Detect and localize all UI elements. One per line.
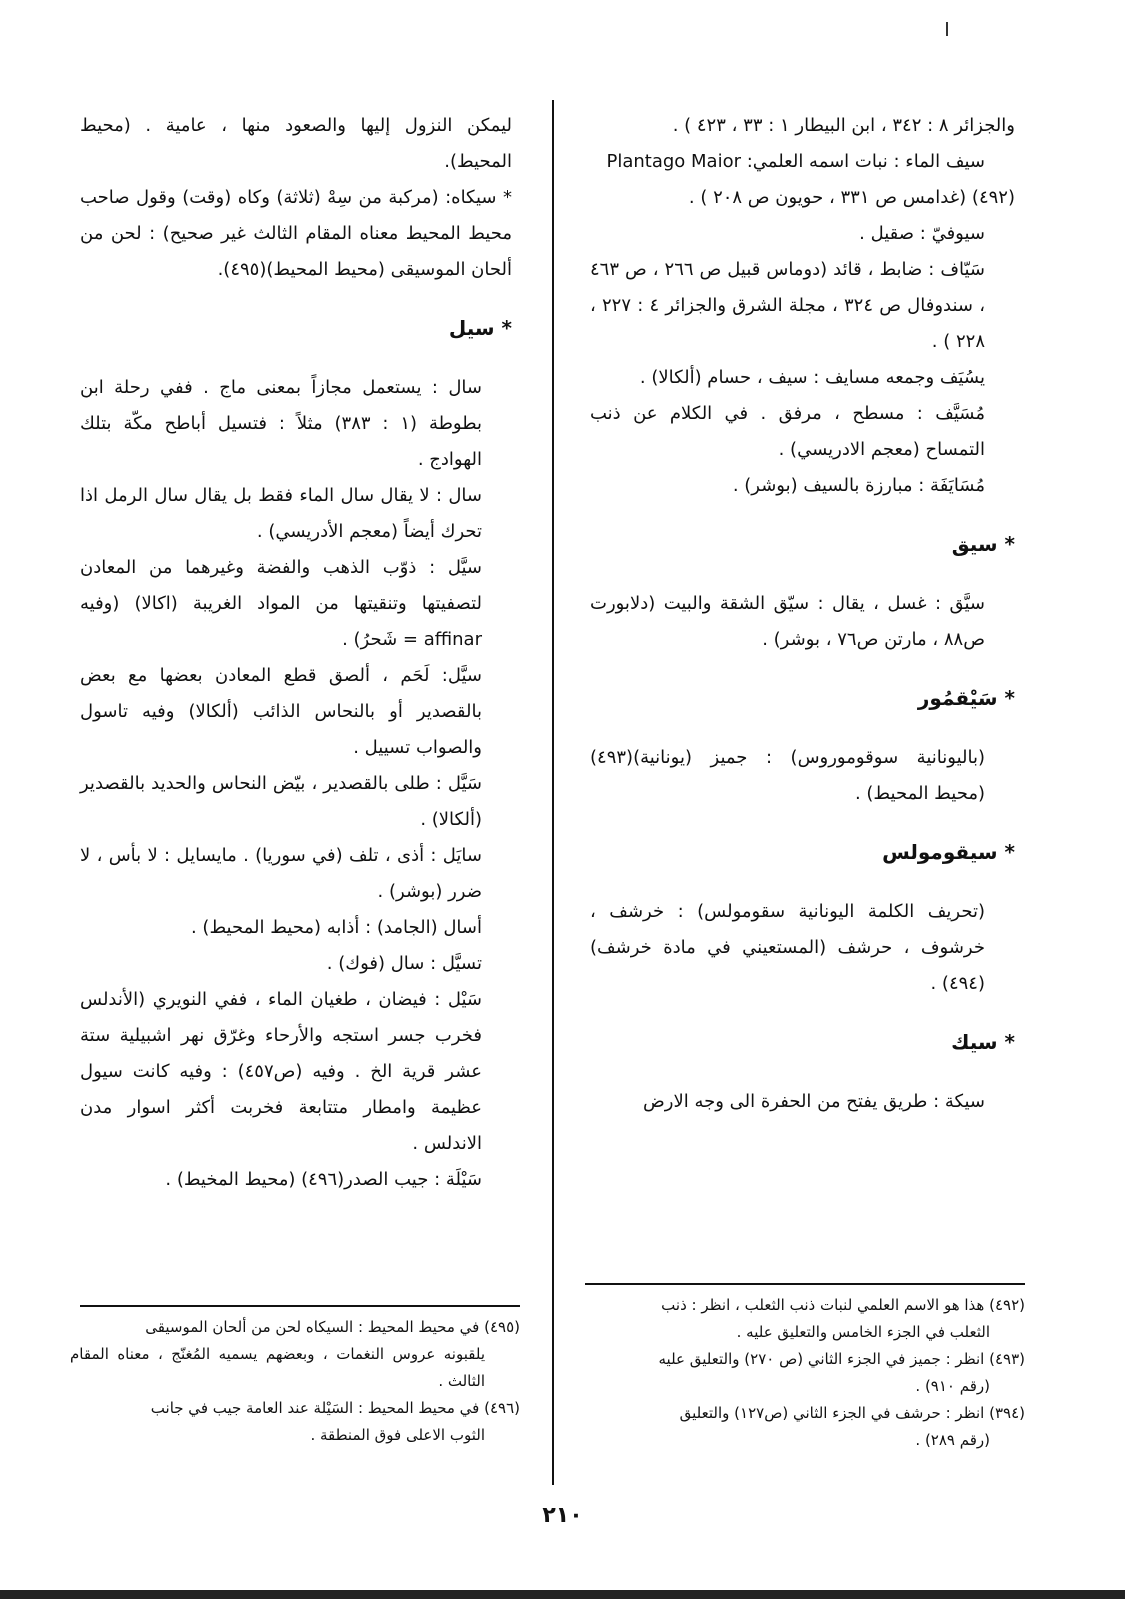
- right-column-entry-heading: * سيق: [951, 532, 1015, 556]
- footnotes-right: [585, 1292, 1025, 1454]
- left-column-paragraph: سَيْل : فيضان ، طغيان الماء ، ففي النويري (الأندلس فخرب جسر استجه والأرحاء وغرّق نهر اشبيلية ستة عشر قرية الخ . وفيه (ص٤٥٧) : وفيه كانت سيول عظيمة وامطار متتابعة فخربت أكثر اسوار مدن الاندلس .: [80, 989, 482, 1154]
- scan-mark: [946, 22, 948, 36]
- left-column-entry-heading: * سيل: [448, 316, 512, 340]
- right-column-paragraph: مُسَيَّف : مسطح ، مرفق . في الكلام عن ذنب التمساح (معجم الادريسي) .: [590, 403, 985, 460]
- left-column-paragraph: * سيكاه: (مركبة من سِهْ (ثلاثة) وكاه (وقت) وقول صاحب محيط المحيط معناه المقام الثالث غير صحيح) : لحن من ألحان الموسيقى (محيط المحيط)(٤٩٥).: [80, 187, 512, 280]
- left-column-paragraph: ليمكن النزول إليها والصعود منها ، عامية . (محيط المحيط).: [80, 115, 512, 172]
- right-column-entry-heading: * سيقومولس: [882, 840, 1015, 864]
- right-column-paragraph: سيوفيّ : صقيل .: [859, 223, 985, 244]
- left-footnote: (٤٩٥) في محيط المحيط : السيكاه لحن من ألحان الموسيقى: [145, 1318, 520, 1336]
- right-footnote-continuation: الثعلب في الجزء الخامس والتعليق عليه .: [736, 1323, 990, 1341]
- left-footnote-continuation: يلقبونه عروس النغمات ، وبعضهم يسميه المُغنّج ، معناه المقام الثالث .: [70, 1345, 485, 1390]
- right-column-paragraph: سيكة : طريق يفتح من الحفرة الى وجه الارض: [643, 1091, 985, 1112]
- left-column-paragraph: سَيَّل : طلى بالقصدير ، بيّض النحاس والحديد بالقصدير (ألكالا) .: [80, 773, 482, 830]
- right-column: [590, 108, 1015, 1120]
- page-number: ٢١٠: [542, 1503, 583, 1528]
- left-column-paragraph: سيَّل: لَحَم ، ألصق قطع المعادن بعضها مع بعض بالقصدير أو بالنحاس الذائب (ألكالا) وفيه تاسول والصواب تسييل .: [80, 665, 482, 758]
- footnote-rule-left: [80, 1305, 520, 1307]
- footnote-rule-right: [585, 1283, 1025, 1285]
- right-column-entry-heading: * سيك: [951, 1030, 1015, 1054]
- right-column-paragraph: والجزائر ٨ : ٣٤٢ ، ابن البيطار ١ : ٣٣ ، ٤٢٣ ) .: [672, 115, 1015, 136]
- left-column-paragraph: سال : يستعمل مجازاً بمعنى ماج . ففي رحلة ابن بطوطة (١ : ٣٨٣) مثلاً : فتسيل أباطح مكّة بتلك الهوادج .: [80, 377, 482, 470]
- left-column-paragraph: تسيَّل : سال (فوك) .: [326, 953, 482, 974]
- left-footnote-continuation: الثوب الاعلى فوق المنطقة .: [310, 1426, 485, 1444]
- left-column-paragraph: أسال (الجامد) : أذابه (محيط المحيط) .: [190, 917, 482, 938]
- right-column-paragraph: سيف الماء : نبات اسمه العلمي: Plantago Maior: [606, 151, 985, 172]
- left-column-paragraph: سايَل : أذى ، تلف (في سوريا) . مايسايل : لا بأس ، لا ضرر (بوشر) .: [80, 845, 482, 902]
- footnotes-left: [70, 1314, 520, 1449]
- right-footnote-continuation: (رقم ٢٨٩) .: [915, 1431, 990, 1449]
- left-column-paragraph: سيَّل : ذوّب الذهب والفضة وغيرهما من المعادن لتصفيتها وتنقيتها من المواد الغريبة (اكالا) (وفيه affinar = شَحرُ) .: [80, 557, 482, 650]
- right-footnote: (٤٩٢) هذا هو الاسم العلمي لنبات ذنب الثعلب ، انظر : ذنب: [661, 1296, 1025, 1314]
- left-column-paragraph: سال : لا يقال سال الماء فقط بل يقال سال الرمل اذا تحرك أيضاً (معجم الأدريسي) .: [80, 485, 482, 542]
- left-column: [80, 108, 512, 1198]
- right-column-paragraph: يسُيَف وجمعه مسايف : سيف ، حسام (ألكالا) .: [639, 367, 985, 388]
- right-column-paragraph: سيَّق : غسل ، يقال : سيّق الشقة والبيت (دلابورت ص٨٨ ، مارتن ص٧٦ ، بوشر) .: [590, 593, 985, 650]
- right-footnote: (٣٩٤) انظر : حرشف في الجزء الثاني (ص١٢٧) والتعليق: [679, 1404, 1025, 1422]
- right-footnote-continuation: (رقم ٩١٠) .: [915, 1377, 990, 1395]
- left-column-paragraph: سَيْلَة : جيب الصدر(٤٩٦) (محيط المخيط) .: [165, 1169, 482, 1190]
- right-column-paragraph: (٤٩٢) (غدامس ص ٣٣١ ، حويون ص ٢٠٨ ) .: [688, 187, 1015, 208]
- left-footnote: (٤٩٦) في محيط المحيط : السَيْلة عند العامة جيب في جانب: [150, 1399, 520, 1417]
- scan-border: [0, 1590, 1125, 1599]
- column-divider: [552, 100, 554, 1485]
- right-footnote: (٤٩٣) انظر : جميز في الجزء الثاني (ص ٢٧٠) والتعليق عليه: [658, 1350, 1025, 1368]
- right-column-paragraph: (تحريف الكلمة اليونانية سقومولس) : خرشف ، خرشوف ، حرشف (المستعيني في مادة خرشف)(٤٩٤) .: [590, 901, 985, 994]
- right-column-paragraph: مُسَايَفَة : مبارزة بالسيف (بوشر) .: [732, 475, 985, 496]
- right-column-paragraph: (باليونانية سوقوموروس) : جميز (يونانية)(٤٩٣) (محيط المحيط) .: [590, 747, 985, 804]
- right-column-paragraph: سَيّاف : ضابط ، قائد (دوماس قبيل ص ٢٦٦ ، ص ٤٦٣ ، سندوفال ص ٣٢٤ ، مجلة الشرق والجزائر ٤ : ٢٢٧ ، ٢٢٨ ) .: [590, 259, 985, 352]
- right-column-entry-heading: * سَيْقمُور: [917, 686, 1015, 710]
